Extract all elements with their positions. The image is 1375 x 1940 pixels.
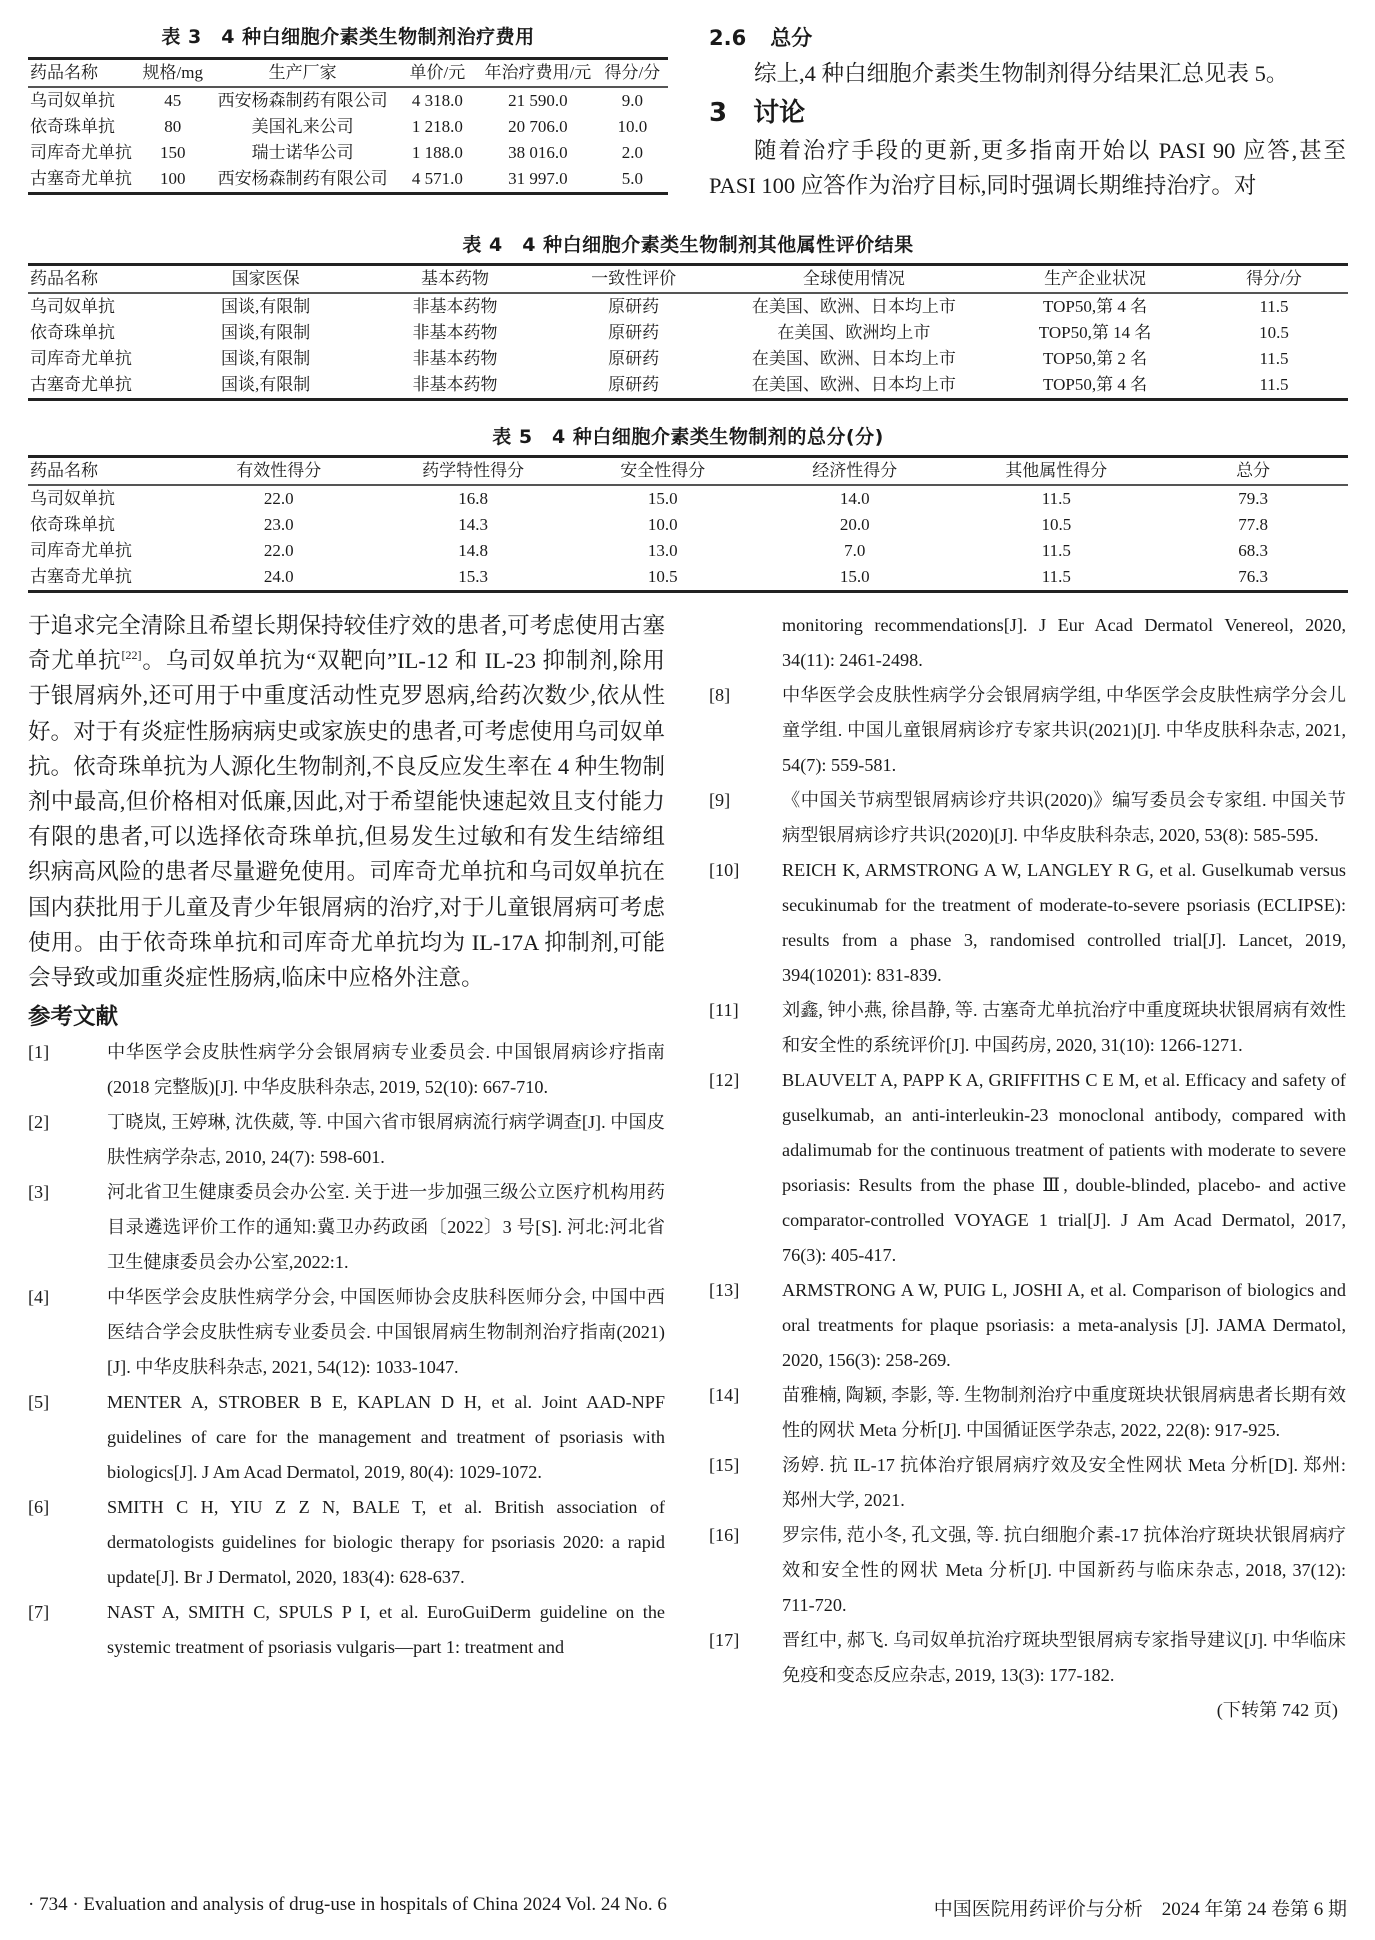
reference-text: NAST A, SMITH C, SPULS P I, et al. EuroGuiDerm guideline on the systemic treatment of psoriasis vulgaris—part 1: treatment and [107, 1602, 665, 1658]
table5-block [28, 422, 1348, 593]
table-row [28, 293, 1348, 320]
table4-block [28, 230, 1348, 401]
table3-header: 生产厂家 [268, 63, 337, 82]
reference-text: 《中国关节病型银屑病诊疗共识(2020)》编写委员会专家组. 中国关节病型银屑病诊疗共识(2020)[J]. 中华皮肤科杂志, 2020, 53(8): 585-595. [782, 790, 1346, 845]
section-number: 2.6 [709, 26, 747, 50]
table4-header: 全球使用情况 [802, 269, 905, 288]
reference-number: [1] [28, 1042, 50, 1063]
table-cell: 司库奇尤单抗 [30, 349, 132, 368]
table4-header: 得分/分 [1246, 269, 1302, 288]
reference-item [709, 853, 1346, 993]
table-cell: TOP50,第 14 名 [1038, 323, 1152, 342]
table-cell: 古塞奇尤单抗 [30, 567, 132, 586]
table-cell: 依奇珠单抗 [30, 323, 115, 342]
reference-text: 丁晓岚, 王婷琳, 沈佚葳, 等. 中国六省市银屑病流行病学调查[J]. 中国皮肤性病学杂志, 2010, 24(7): 598-601. [107, 1112, 665, 1168]
table-cell: 4 318.0 [411, 91, 463, 110]
table-cell: 原研药 [608, 297, 660, 316]
references-heading: 参考文献 [28, 1004, 119, 1031]
table-cell: 68.3 [1238, 541, 1268, 560]
reference-text: 中华医学会皮肤性病学分会银屑病学组, 中华医学会皮肤性病学分会儿童学组. 中国儿童银屑病诊疗专家共识(2021)[J]. 中华皮肤科杂志, 2021, 54(7): 559-581. [782, 685, 1346, 775]
reference-item [28, 1280, 665, 1385]
reference-number: [8] [709, 685, 731, 705]
table-cell: 150 [160, 143, 186, 162]
table-cell: 乌司奴单抗 [30, 91, 115, 110]
table5-header: 药品名称 [30, 461, 98, 480]
table5-header: 其他属性得分 [1005, 461, 1108, 480]
reference-number: [2] [28, 1112, 50, 1133]
references-list-left [28, 1035, 665, 1665]
table-cell: 国谈,有限制 [220, 297, 311, 316]
table-row [28, 114, 668, 140]
table-cell: 7.0 [844, 541, 866, 560]
reference-number: [17] [709, 1630, 740, 1650]
table5-header: 经济性得分 [812, 461, 898, 480]
table-cell: 16.8 [458, 489, 488, 508]
reference-text: monitoring recommendations[J]. J Eur Acad Dermatol Venereol, 2020, 34(11): 2461-2498. [782, 615, 1346, 670]
table-cell: 依奇珠单抗 [30, 515, 115, 534]
table-cell: 2.0 [621, 143, 643, 162]
reference-number: [6] [28, 1497, 50, 1518]
table-row [28, 372, 1348, 400]
table-cell: 古塞奇尤单抗 [30, 375, 132, 394]
table-row [28, 346, 1348, 372]
table-cell: 依奇珠单抗 [30, 117, 115, 136]
reference-text: 晋红中, 郝飞. 乌司奴单抗治疗斑块型银屑病专家指导建议[J]. 中华临床免疫和变态反应杂志, 2019, 13(3): 177-182. [782, 1630, 1346, 1685]
table-cell: 21 590.0 [508, 91, 568, 110]
table-cell: 美国礼来公司 [251, 117, 354, 136]
table-row [28, 512, 1348, 538]
table-cell: 79.3 [1238, 489, 1268, 508]
reference-continuation [709, 608, 1346, 678]
section-3-heading [709, 93, 1346, 133]
table4-header: 生产企业状况 [1044, 269, 1147, 288]
table5-title: 表 5 4 种白细胞介素类生物制剂的总分(分) [492, 426, 884, 448]
table4-header: 国家医保 [231, 269, 300, 288]
table-cell: 1 188.0 [411, 143, 463, 162]
table-cell: 司库奇尤单抗 [30, 143, 132, 162]
table-row [28, 87, 668, 114]
reference-text: BLAUVELT A, PAPP K A, GRIFFITHS C E M, et al. Efficacy and safety of guselkumab, an anti-interleukin-23 monoclonal antibody, compared with adalimumab for the continuous treatment of patients with moderate to severe psoriasis: Results from the phase Ⅲ, double-blinded, placebo- and active comparator-controlled VOYAGE 1 trial[J]. J Am Acad Dermatol, 2017, 76(3): 405-417. [782, 1070, 1346, 1265]
table-cell: 20.0 [839, 515, 870, 534]
reference-item [28, 1105, 665, 1175]
reference-number: [7] [28, 1602, 50, 1623]
table-cell: 24.0 [263, 567, 294, 586]
reference-number: [13] [709, 1280, 740, 1300]
reference-item [28, 1385, 665, 1490]
reference-text: SMITH C H, YIU Z Z N, BALE T, et al. British association of dermatologists guidelines for biologic therapy for psoriasis 2020: a rapid update[J]. Br J Dermatol, 2020, 183(4): 628-637. [107, 1497, 665, 1588]
table5-header: 总分 [1236, 461, 1271, 480]
table3-block [28, 22, 668, 195]
table-cell: 100 [160, 169, 186, 188]
reference-item [709, 678, 1346, 783]
table-cell: 22.0 [263, 541, 294, 560]
table-row [28, 538, 1348, 564]
table-cell: 23.0 [263, 515, 294, 534]
table-cell: 15.0 [647, 489, 678, 508]
table5-header: 安全性得分 [620, 461, 706, 480]
table3-header: 规格/mg [142, 63, 203, 82]
reference-item [709, 1273, 1346, 1378]
table-cell: 在美国、欧洲均上市 [777, 323, 931, 342]
table3-header: 年治疗费用/元 [484, 63, 592, 82]
table-cell: 1 218.0 [411, 117, 463, 136]
reference-number: [15] [709, 1455, 740, 1475]
table-cell: 原研药 [608, 323, 660, 342]
table-cell: 4 571.0 [411, 169, 463, 188]
table-cell: 原研药 [608, 375, 660, 394]
table4 [28, 263, 1348, 401]
table5-header: 药学特性得分 [422, 461, 525, 480]
table-cell: 31 997.0 [508, 169, 568, 188]
reference-number: [11] [709, 1000, 739, 1020]
table-cell: TOP50,第 4 名 [1043, 375, 1148, 394]
table-row [28, 320, 1348, 346]
table-cell: 76.3 [1238, 567, 1268, 586]
section-2-6-heading [709, 22, 1346, 54]
table5-header-row [28, 457, 1348, 486]
discussion-text-2: 。乌司奴单抗为“双靶向”IL-12 和 IL-23 抑制剂,除用于银屑病外,还可用于中重度活动性克罗恩病,给药次数少,依从性好。对于有炎症性肠病病史或家族史的患者,可考虑使用乌司奴单抗。依奇珠单抗为人源化生物制剂,不良反应发生率在 4 种生物制剂中最高,但价格相对低廉,因此,对于希望能快速起效且支付能力有限的患者,可以选择依奇珠单抗,但易发生过敏和有发生结缔组织病高风险的患者尽量避免使用。司库奇尤单抗和乌司奴单抗在国内获批用于儿童及青少年银屑病的治疗,对于儿童银屑病可考虑使用。由于依奇珠单抗和司库奇尤单抗均为 IL-17A 抑制剂,可能会导致或加重炎症性肠病,临床中应格外注意。 [28, 648, 665, 991]
reference-number: [3] [28, 1182, 50, 1203]
table-cell: 10.5 [647, 567, 678, 586]
table-cell: 77.8 [1238, 515, 1268, 534]
table-cell: 38 016.0 [508, 143, 568, 162]
table-cell: TOP50,第 2 名 [1043, 349, 1148, 368]
table-cell: 非基本药物 [412, 375, 498, 394]
table3-title: 表 3 4 种白细胞介素类生物制剂治疗费用 [161, 26, 535, 48]
reference-number: [12] [709, 1070, 740, 1090]
right-column [709, 608, 1346, 1728]
table4-header: 一致性评价 [591, 269, 677, 288]
reference-text: 中华医学会皮肤性病学分会银屑病专业委员会. 中国银屑病诊疗指南(2018 完整版)[J]. 中华皮肤科杂志, 2019, 52(10): 667-710. [107, 1042, 665, 1098]
table-cell: 在美国、欧洲、日本均上市 [751, 375, 956, 394]
citation-22[interactable]: [22] [121, 648, 142, 663]
table-cell: 20 706.0 [508, 117, 568, 136]
reference-item [709, 1623, 1346, 1693]
reference-text: MENTER A, STROBER B E, KAPLAN D H, et al. Joint AAD-NPF guidelines of care for the management and treatment of psoriasis with biologics[J]. J Am Acad Dermatol, 2019, 80(4): 1029-1072. [107, 1392, 665, 1483]
table-row [28, 140, 668, 166]
table-cell: 5.0 [621, 169, 643, 188]
table-cell: 15.3 [458, 567, 488, 586]
table4-header: 药品名称 [30, 269, 98, 288]
left-column [28, 608, 665, 1665]
table4-title: 表 4 4 种白细胞介素类生物制剂其他属性评价结果 [462, 234, 914, 256]
table-cell: 14.3 [458, 515, 488, 534]
table3-header: 单价/元 [409, 63, 466, 82]
table-cell: 在美国、欧洲、日本均上市 [751, 349, 956, 368]
table-cell: 瑞士诺华公司 [251, 143, 354, 162]
table-cell: 11.5 [1041, 567, 1071, 586]
table-cell: 11.5 [1041, 541, 1071, 560]
reference-item [709, 783, 1346, 853]
table-cell: 80 [164, 117, 182, 136]
section-title: 讨论 [753, 98, 806, 129]
table-cell: 14.8 [458, 541, 488, 560]
table-cell: 在美国、欧洲、日本均上市 [751, 297, 956, 316]
reference-text: REICH K, ARMSTRONG A W, LANGLEY R G, et al. Guselkumab versus secukinumab for the treatment of moderate-to-severe psoriasis (ECLIPSE): results from a phase 3, randomised controlled trial[J]. Lancet, 2019, 394(10201): 831-839. [782, 860, 1346, 985]
table-cell: 原研药 [608, 349, 660, 368]
table-cell: 11.5 [1259, 375, 1289, 394]
table4-header-row [28, 265, 1348, 294]
table4-header: 基本药物 [421, 269, 489, 288]
reference-item [28, 1490, 665, 1595]
table-cell: 非基本药物 [412, 297, 498, 316]
reference-item [28, 1175, 665, 1280]
reference-number: [9] [709, 790, 731, 810]
table-cell: 10.5 [1041, 515, 1072, 534]
reference-item [28, 1595, 665, 1665]
continued-note: (下转第 742 页) [1216, 1700, 1338, 1720]
reference-item [709, 1518, 1346, 1623]
reference-text: 中华医学会皮肤性病学分会, 中国医师协会皮肤科医师分会, 中国中西医结合学会皮肤性病专业委员会. 中国银屑病生物制剂治疗指南(2021)[J]. 中华皮肤科杂志, 2021, 54(12): 1033-1047. [107, 1287, 665, 1378]
discussion-paragraph [28, 608, 665, 995]
reference-item [28, 1035, 665, 1105]
table-cell: 古塞奇尤单抗 [30, 169, 132, 188]
page-footer-left: · 734 · Evaluation and analysis of drug-use in hospitals of China 2024 Vol. 24 No. 6 [28, 1894, 667, 1915]
reference-text: 汤婷. 抗 IL-17 抗体治疗银屑病疗效及安全性网状 Meta 分析[D]. 郑州: 郑州大学, 2021. [782, 1455, 1346, 1510]
discussion-text-1: 于追求完全清除且希望长期保持较佳疗效的患者,可考虑使用古塞奇尤单抗 [28, 613, 665, 674]
table-cell: TOP50,第 4 名 [1043, 297, 1148, 316]
reference-text: 河北省卫生健康委员会办公室. 关于进一步加强三级公立医疗机构用药目录遴选评价工作的通知:冀卫办药政函〔2022〕3 号[S]. 河北:河北省卫生健康委员会办公室,2022:1. [107, 1182, 665, 1273]
section-title: 总分 [770, 26, 813, 50]
table3-header-row [28, 59, 668, 88]
table-cell: 西安杨森制药有限公司 [217, 91, 388, 110]
table-cell: 国谈,有限制 [220, 349, 311, 368]
reference-text: 刘鑫, 钟小燕, 徐昌静, 等. 古塞奇尤单抗治疗中重度斑块状银屑病有效性和安全性的系统评价[J]. 中国药房, 2020, 31(10): 1266-1271. [782, 1000, 1346, 1055]
reference-number: [10] [709, 860, 740, 880]
table-cell: 司库奇尤单抗 [30, 541, 132, 560]
table-cell: 西安杨森制药有限公司 [217, 169, 388, 188]
table-cell: 乌司奴单抗 [30, 297, 115, 316]
table3-header: 药品名称 [30, 63, 98, 82]
reference-number: [14] [709, 1385, 740, 1405]
reference-text: ARMSTRONG A W, PUIG L, JOSHI A, et al. Comparison of biologics and oral treatments for plaque psoriasis: a meta-analysis [J]. JAMA Dermatol, 2020, 156(3): 258-269. [782, 1280, 1346, 1370]
table-cell: 11.5 [1259, 349, 1289, 368]
page-footer-right: 中国医院用药评价与分析 2024 年第 24 卷第 6 期 [933, 1899, 1347, 1920]
table-row [28, 485, 1348, 512]
table-cell: 10.0 [617, 117, 648, 136]
table-cell: 乌司奴单抗 [30, 489, 115, 508]
reference-item [709, 993, 1346, 1063]
reference-item [709, 1448, 1346, 1518]
reference-text: 苗雅楠, 陶颖, 李影, 等. 生物制剂治疗中重度斑块状银屑病患者长期有效性的网状 Meta 分析[J]. 中国循证医学杂志, 2022, 22(8): 917-925. [782, 1385, 1346, 1440]
reference-item [709, 1063, 1346, 1273]
table-cell: 11.5 [1041, 489, 1071, 508]
table-cell: 10.0 [647, 515, 678, 534]
section-2-6-text: 综上,4 种白细胞介素类生物制剂得分结果汇总见表 5。 [754, 61, 1289, 86]
reference-text: 罗宗伟, 范小冬, 孔文强, 等. 抗白细胞介素-17 抗体治疗斑块状银屑病疗效和安全性的网状 Meta 分析[J]. 中国新药与临床杂志, 2018, 37(12): 711-720. [782, 1525, 1346, 1615]
table-cell: 10.5 [1259, 323, 1289, 342]
table-cell: 国谈,有限制 [220, 323, 311, 342]
table3-header: 得分/分 [604, 63, 661, 82]
table5 [28, 455, 1348, 593]
section-3-text: 随着治疗手段的更新,更多指南开始以 PASI 90 应答,甚至 PASI 100 应答作为治疗目标,同时强调长期维持治疗。对 [709, 138, 1346, 199]
table3 [28, 57, 668, 195]
table-row [28, 166, 668, 194]
table-cell: 13.0 [647, 541, 678, 560]
table-cell: 22.0 [263, 489, 294, 508]
table-cell: 14.0 [839, 489, 870, 508]
right-column-top [709, 22, 1346, 204]
table-row [28, 564, 1348, 592]
table5-header: 有效性得分 [236, 461, 322, 480]
table-cell: 非基本药物 [412, 349, 498, 368]
table-cell: 11.5 [1259, 297, 1289, 316]
table-cell: 9.0 [621, 91, 643, 110]
reference-number: [16] [709, 1525, 740, 1545]
reference-number: [5] [28, 1392, 50, 1413]
table-cell: 45 [164, 91, 182, 110]
reference-number: [4] [28, 1287, 50, 1308]
table-cell: 15.0 [839, 567, 870, 586]
section-number: 3 [709, 98, 728, 129]
table-cell: 非基本药物 [412, 323, 498, 342]
reference-item [709, 1378, 1346, 1448]
table-cell: 国谈,有限制 [220, 375, 311, 394]
